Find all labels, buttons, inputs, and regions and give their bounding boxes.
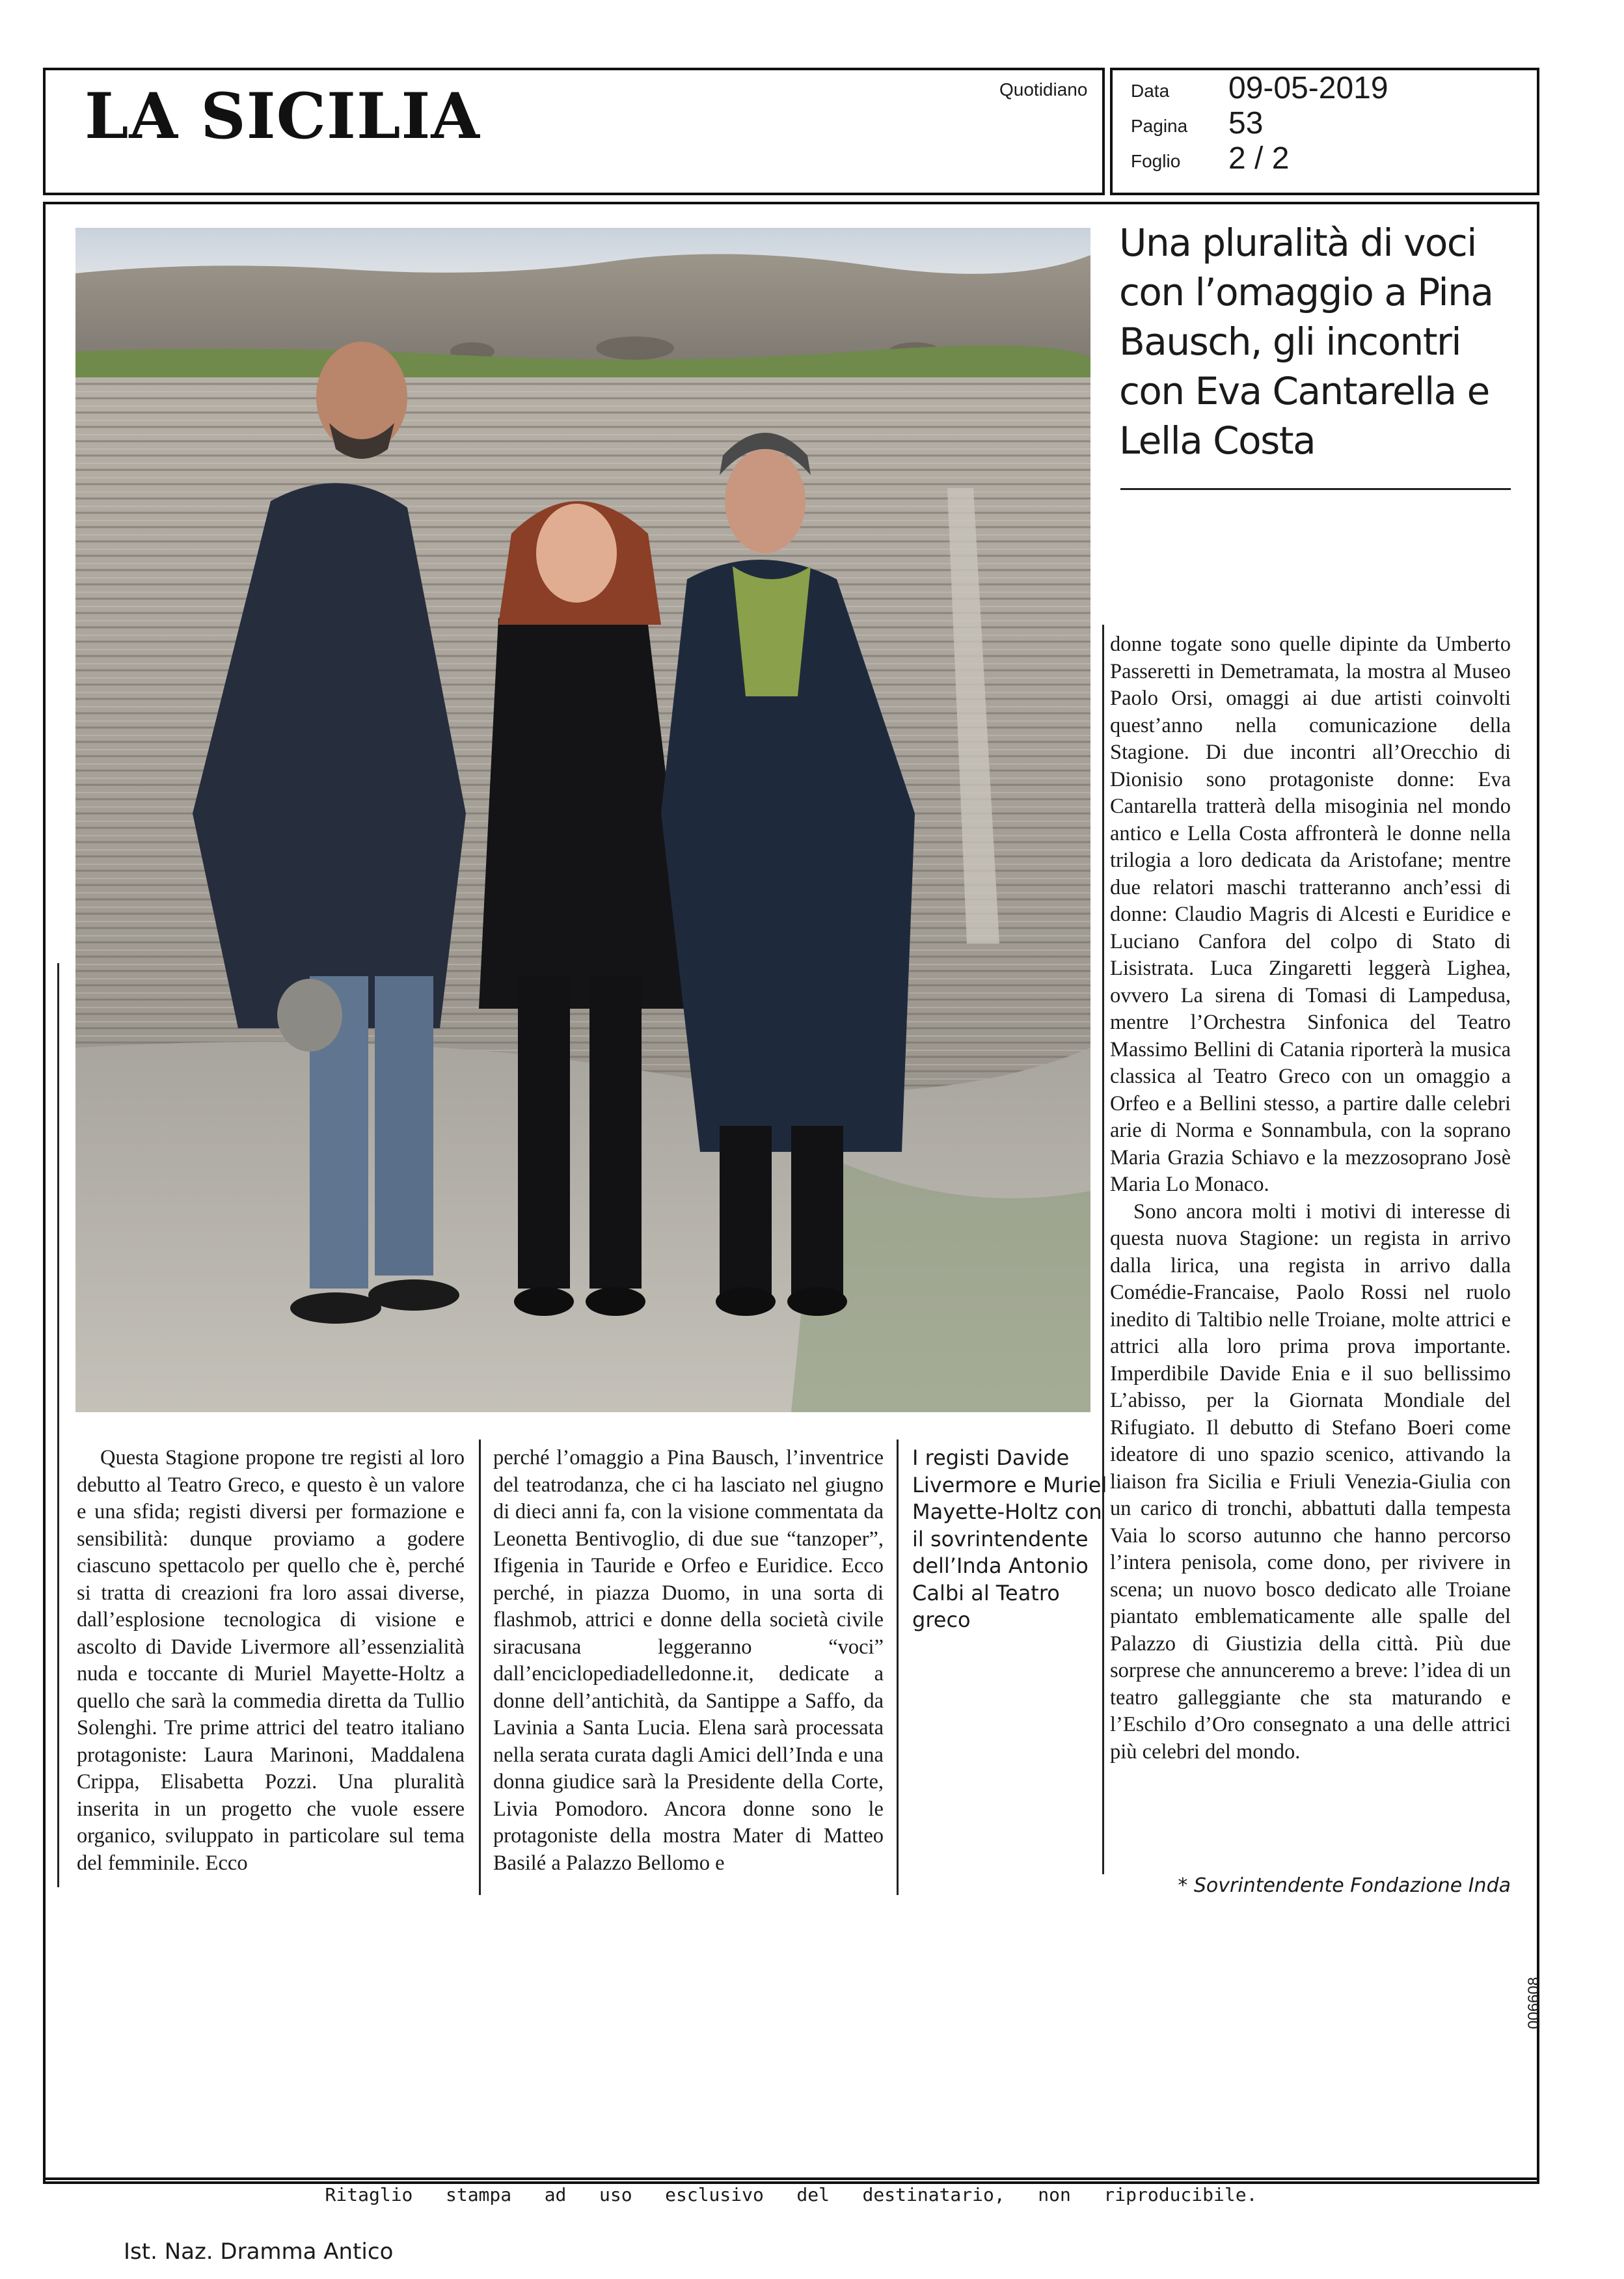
photo-caption: I registi Davide Livermore e Muriel Mayette-Holtz con il sovrintendente dell’Inda Antonio Calbi al Teatro greco <box>912 1445 1107 1632</box>
paragraph: donne togate sono quelle dipinte da Umberto Passeretti in Demetramata, la mostra al Museo Paolo Orsi, omaggi ai due artisti coinvolti quest’anno nella comunicazione della Stagione. Di due incontri all’Orecchio di Dionisio sono protagoniste donne: Eva Cantarella tratterà della misoginia nel mondo antico e Lella Costa affronterà le donne nella trilogia a loro dedicata da Aristofane; mentre due relatori maschi tratteranno anch’essi di donne: Claudio Magris di Alcesti e Euridice e Luciano Canfora del colpo di Stato di Lisistrata. Luca Zingaretti leggerà Lighea, ovvero La sirena di Tomasi di Lampedusa, mentre l’Orchestra Sinfonica del Teatro Massimo Bellini di Catania riporterà la musica classica al Teatro Greco con un omaggio a Orfeo e a Bellini stesso, a partire dalle celebri arie di Norma e Sonnambula, con la soprano Maria Grazia Schiavo e la mezzosoprano Josè Maria Lo Monaco. <box>1110 633 1511 1196</box>
article-column-2 <box>493 1445 884 1877</box>
publication-type: Quotidiano <box>999 79 1088 100</box>
paragraph: perché l’omaggio a Pina Bausch, l’inventrice del teatrodanza, che ci ha lasciato nel giugno di dieci anni fa, con la visione commentata da Leonetta Bentivoglio, di due sue “tanzoper”, Ifigenia in Tauride e Orfeo e Euridice. Ecco perché, in piazza Duomo, in una sorta di flashmob, attrici e donne della società civile siracusana leggeranno “voci” dall’enciclopediadelledonne.it, dedicate a donne dell’antichità, da Santippe a Saffo, da Lavinia a Santa Lucia. Elena sarà processata nella serata curata dagli Amici dell’Inda e una donna giudice sarà la Presidente della Corte, Livia Pomodoro. Ancora donne sono le protagoniste della mostra Mater di Matteo Basilé a Palazzo Bellomo e <box>493 1446 884 1875</box>
footer-divider <box>43 2177 1539 2180</box>
newspaper-masthead: LA SICILIA <box>85 79 480 153</box>
archive-code-text: 006608 <box>1525 1976 1543 2029</box>
meta-value-sheet: 2 / 2 <box>1228 141 1290 176</box>
column-rule <box>1102 625 1104 1874</box>
meta-label-page: Pagina <box>1131 116 1188 136</box>
article-headline: Una pluralità di voci con l’omaggio a Pina Bausch, gli incontri con Eva Cantarella e Lella Costa <box>1119 221 1493 463</box>
client-credit: Ist. Naz. Dramma Antico <box>124 2239 394 2265</box>
paragraph: Questa Stagione propone tre registi al loro debutto al Teatro Greco, e questo è un valore e una sfida; registi diversi per formazione e sensibilità: dunque proviamo a godere ciascuno spettacolo per quello che è, perché si tratta di creazioni fra loro assai diverse, dall’esplosione tecnologica di visione e ascolto di Davide Livermore all’essenzialità nuda e toccante di Muriel Mayette-Holtz a quello che sarà la commedia diretta da Tullio Solenghi. Tre prime attrici del teatro italiano protagoniste: Laura Marinoni, Maddalena Crippa, Elisabetta Pozzi. Una pluralità inserita in un progetto che vuole essere organico, sviluppato in particolare sul tema del femminile. Ecco <box>77 1446 465 1875</box>
column-rule <box>479 1440 481 1895</box>
article-photo <box>75 228 1090 1412</box>
article-column-4 <box>1110 631 1511 1766</box>
headline-divider <box>1120 488 1511 490</box>
column-rule <box>897 1440 899 1895</box>
reproduction-notice: Ritaglio stampa ad uso esclusivo del destinatario, non riproducibile. <box>325 2184 1258 2205</box>
column-rule <box>57 963 59 1887</box>
archive-code <box>1520 1926 1552 2030</box>
meta-value-date: 09-05-2019 <box>1228 71 1388 105</box>
article-column-1 <box>77 1445 465 1877</box>
author-signature: * Sovrintendente Fondazione Inda <box>1178 1874 1511 1897</box>
meta-label-sheet: Foglio <box>1131 151 1181 171</box>
meta-value-page: 53 <box>1228 106 1264 141</box>
meta-label-date: Data <box>1131 81 1170 101</box>
paragraph: Sono ancora molti i motivi di interesse di questa nuova Stagione: un regista in arrivo dalla lirica, una regista in arrivo dalla Comédie-Francaise, Paolo Rossi nel ruolo inedito di Taltibio nelle Troiane, molte attrici e attrici alla loro prima prova importante. Imperdibile Davide Enia e il suo bellissimo L’abisso, per la Giornata Mondiale del Rifugiato. Il debutto di Stefano Boeri come ideatore di uno spazio scenico, attivando la liaison fra Sicilia e Friuli Venezia-Giulia con un carico di tronchi, abbattuti dalla tempesta Vaia lo scorso autunno che hanno percorso l’intera penisola, come dono, per rivivere in scena; un nuovo bosco dedicato alle Troiane piantato emblematicamente alle spalle del Palazzo di Giustizia della città. Più due sorprese che annunceremo a breve: l’idea di un teatro galleggiante che sta maturando e l’Eschilo d’Oro consegnato a una delle attrici più celebri del mondo. <box>1110 1199 1511 1764</box>
